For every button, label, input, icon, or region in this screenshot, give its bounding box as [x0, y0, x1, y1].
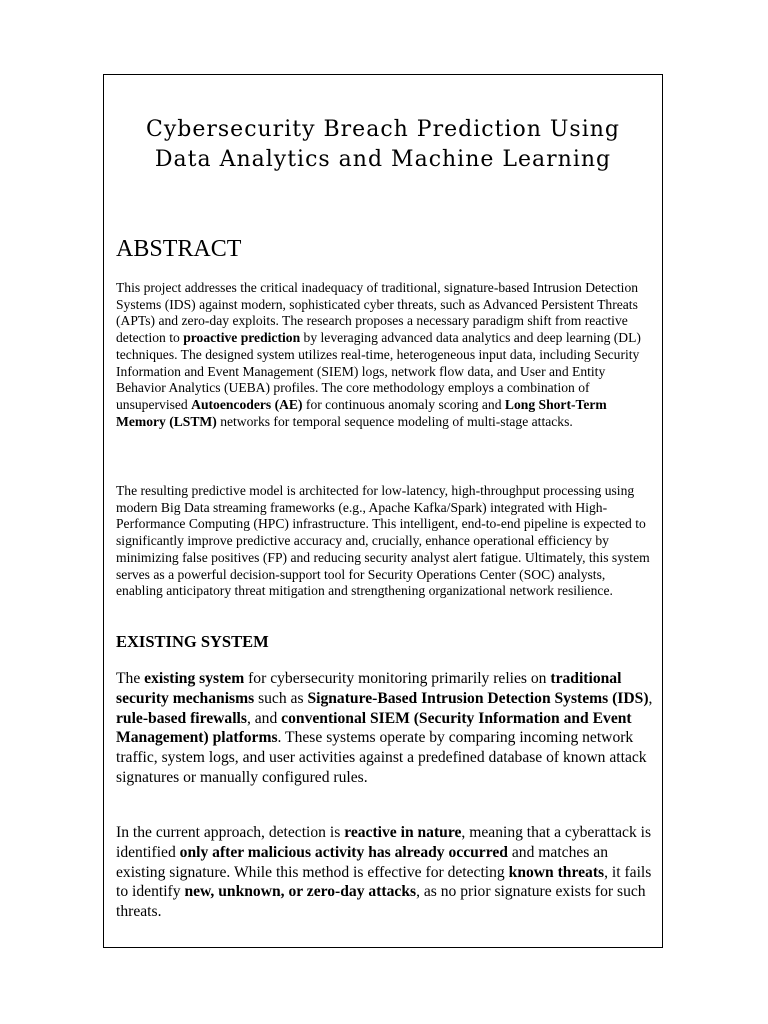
document-page — [103, 74, 663, 948]
bold-text: Autoencoders (AE) — [191, 396, 303, 412]
bold-text: new, unknown, or zero-day attacks — [184, 883, 417, 901]
abstract-heading: ABSTRACT — [116, 236, 242, 262]
existing-system-paragraph-2: In the current approach, detection is reactive in nature, meaning that a cyberattack is identified only after malicious activity has already occurred and matches an existing signature. While this method is effective for detecting known threats, it fails to identify new, unknown, or zero-day attacks, as no prior signature exists for such threats. — [116, 824, 652, 921]
bold-text: conventional SIEM (Security Information and Event Management) platforms — [116, 709, 632, 747]
existing-system-heading: EXISTING SYSTEM — [116, 632, 269, 651]
bold-text: proactive prediction — [183, 330, 301, 346]
title-line-2: Data Analytics and Machine Learning — [154, 147, 612, 172]
bold-text: rule-based firewalls — [116, 709, 247, 727]
bold-text: reactive in nature — [344, 824, 462, 841]
abstract-paragraph-2: The resulting predictive model is architected for low-latency, high-throughput processing using modern Big Data streaming frameworks (e.g., Apache Kafka/Spark) integrated with High-Performance Computing (HPC) infrastructure. This intelligent, end-to-end pipeline is expected to significantly improve predictive accuracy and, crucially, enhance operational efficiency by minimizing false positives (FP) and reducing security analyst alert fatigue. Ultimately, this system serves as a powerful decision-support tool for Security Operations Center (SOC) analysts, enabling anticipatory threat mitigation and strengthening organizational network resilience. — [116, 483, 650, 599]
bold-text: known threats — [508, 863, 605, 881]
bold-text: existing system — [144, 670, 245, 687]
title-line-1: Cybersecurity Breach Prediction Using — [146, 117, 620, 142]
bold-text: Long Short-Term Memory (LSTM) — [116, 396, 607, 429]
bold-text: Signature-Based Intrusion Detection Systems (IDS) — [307, 689, 649, 707]
bold-text: only after malicious activity has already occurred — [179, 843, 508, 861]
existing-system-paragraph-1: The existing system for cybersecurity monitoring primarily relies on traditional security mechanisms such as Signature-Based Intrusion Detection Systems (IDS), rule-based firewalls, and conventional SIEM (Security Information and Event Management) platforms. These systems operate by comparing incoming network traffic, system logs, and user activities against a predefined database of known attack signatures or manually configured rules. — [116, 670, 653, 786]
document-title — [104, 115, 662, 175]
bold-text: traditional security mechanisms — [116, 670, 622, 707]
abstract-paragraph-1: This project addresses the critical inadequacy of traditional, signature-based Intrusion Detection Systems (IDS) against modern, sophisticated cyber threats, such as Advanced Persistent Threats (APTs) and zero-day exploits. The research proposes a necessary paradigm shift from reactive detection to proactive prediction by leveraging advanced data analytics and deep learning (DL) techniques. The designed system utilizes real-time, heterogeneous input data, including Security Information and Event Management (SIEM) logs, network flow data, and User and Entity Behavior Analytics (UEBA) profiles. The core methodology employs a combination of unsupervised Autoencoders (AE) for continuous anomaly scoring and Long Short-Term Memory (LSTM) networks for temporal sequence modeling of multi-stage attacks. — [116, 280, 641, 429]
